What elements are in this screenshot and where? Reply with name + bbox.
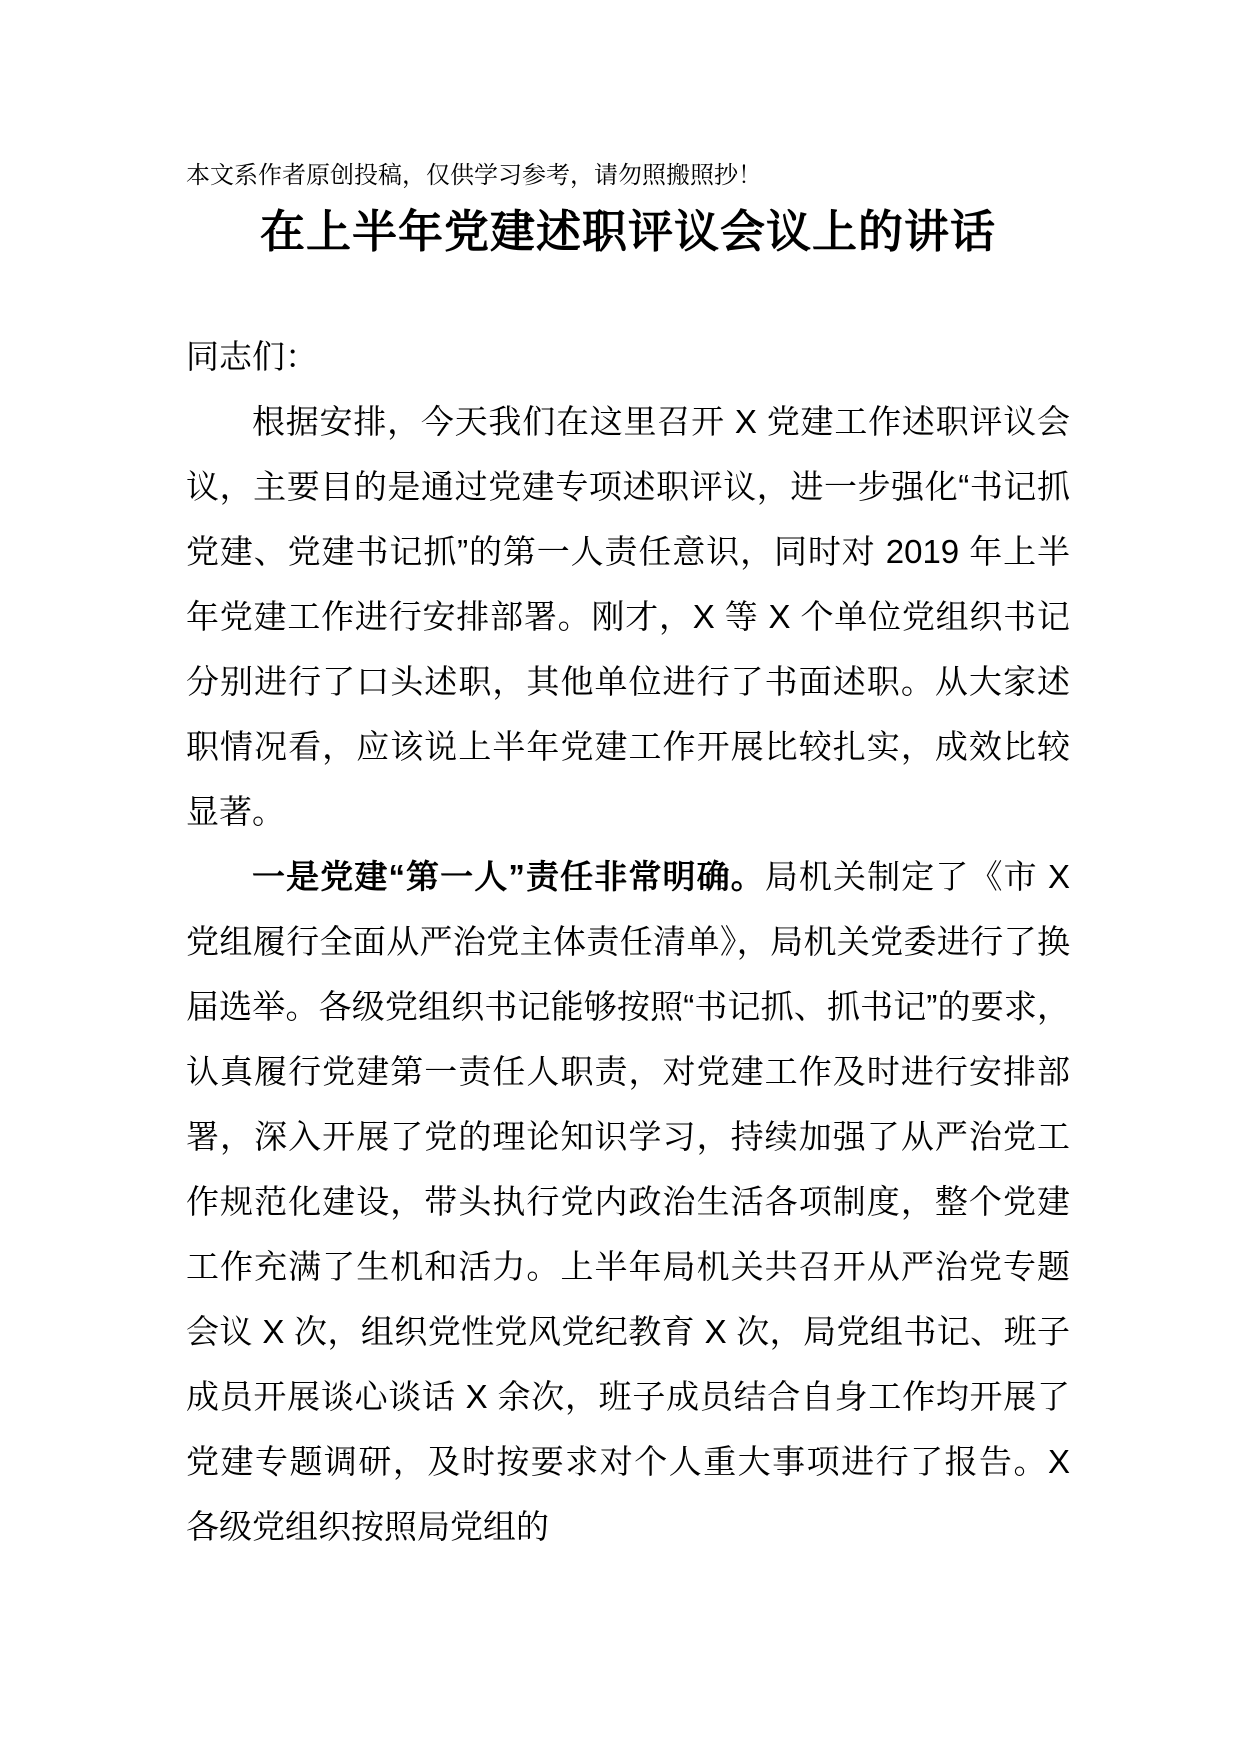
paragraph-lead-text: 一是党建“第一人”责任非常明确。 [252, 858, 765, 895]
body-paragraph [186, 844, 1070, 1559]
disclaimer-text: 本文系作者原创投稿，仅供学习参考，请勿照搬照抄！ [186, 162, 762, 189]
paragraph-text: 根据安排，今天我们在这里召开 X 党建工作述职评议会议，主要目的是通过党建专项述职评议，进一步强化“书记抓党建、党建书记抓”的第一人责任意识，同时对 2019 年上半年党建工作进行安排部署。刚才，X 等 X 个单位党组织书记分别进行了口头述职，其他单位进行了书面述职。从大家述职情况看，应该说上半年党建工作开展比较扎实，成效比较显著。 [186, 403, 1070, 830]
document-title: 在上半年党建述职评议会议上的讲话 [259, 206, 996, 257]
document-body [186, 324, 1070, 1559]
paragraph-text: 局机关制定了《市 X 党组履行全面从严治党主体责任清单》，局机关党委进行了换届选举。各级党组织书记能够按照“书记抓、抓书记”的要求，认真履行党建第一责任人职责，对党建工作及时进行安排部署，深入开展了党的理论知识学习，持续加强了从严治党工作规范化建设，带头执行党内政治生活各项制度，整个党建工作充满了生机和活力。上半年局机关共召开从严治党专题会议 X 次，组织党性党风党纪教育 X 次，局党组书记、班子成员开展谈心谈话 X 余次，班子成员结合自身工作均开展了党建专题调研，及时按要求对个人重大事项进行了报告。X 各级党组织按照局党组的 [186, 858, 1071, 1545]
salutation-paragraph [186, 324, 1070, 389]
salutation-text: 同志们： [186, 338, 318, 375]
body-paragraph [186, 389, 1070, 844]
